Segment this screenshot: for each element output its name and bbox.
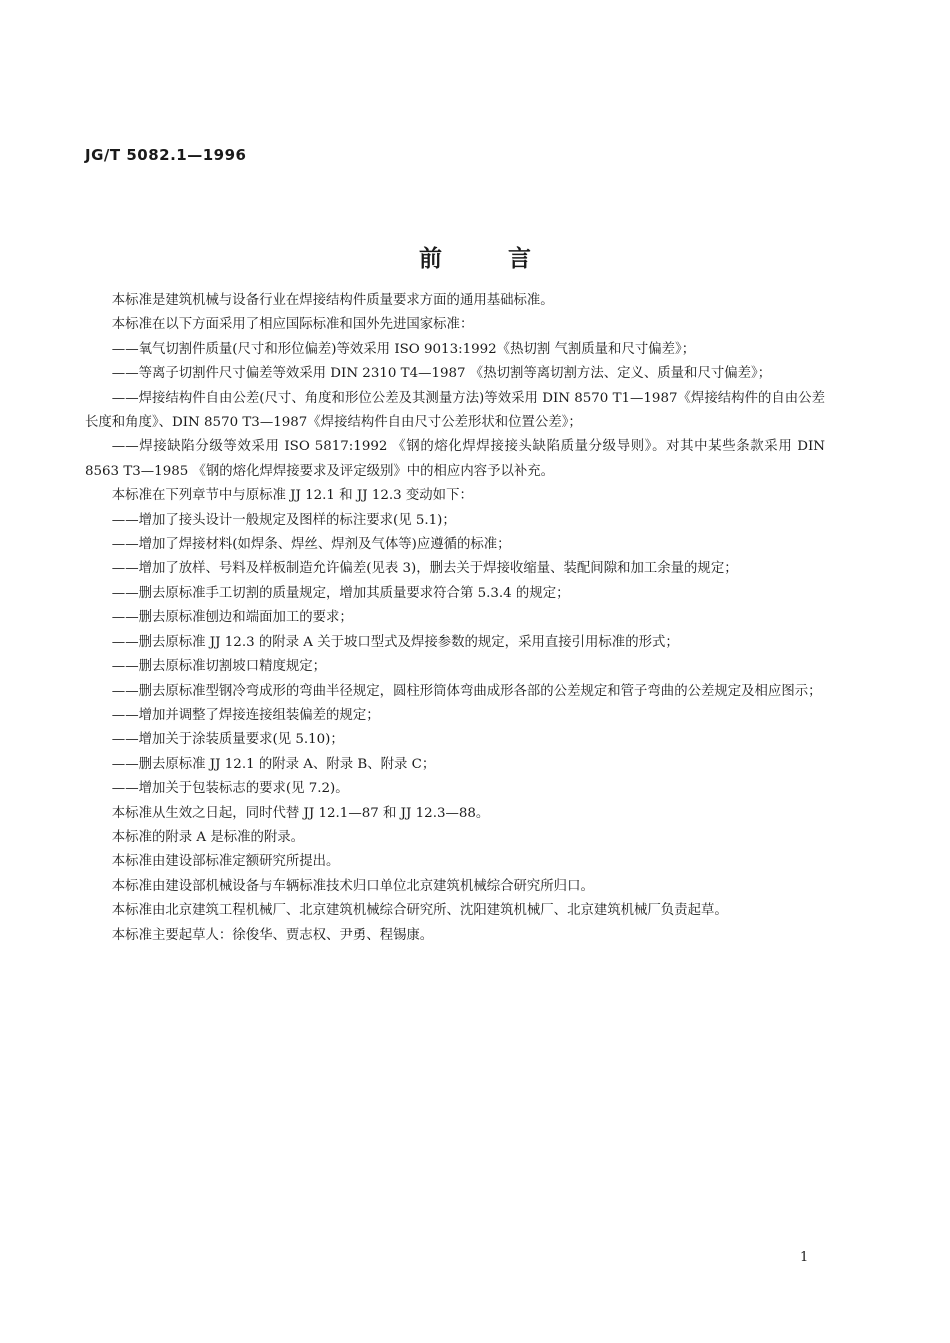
list-item: ——焊接结构件自由公差(尺寸、角度和形位公差及其测量方法)等效采用 DIN 8570 T1—1987《焊接结构件的自由公差长度和角度》、DIN 8570 T3—1987《焊接结构件自由尺寸公差形状和位置公差》； [85, 390, 825, 431]
paragraph: 本标准由建设部机械设备与车辆标准技术归口单位北京建筑机械综合研究所归口。 [111, 878, 594, 894]
list-item: ——删去原标准型钢冷弯成形的弯曲半径规定，圆柱形筒体弯曲成形各部的公差规定和管子弯曲的公差规定及相应图示； [111, 683, 822, 699]
list-item: ——删去原标准 JJ 12.3 的附录 A 关于坡口型式及焊接参数的规定，采用直接引用标准的形式； [111, 634, 679, 650]
paragraph: 本标准从生效之日起，同时代替 JJ 12.1—87 和 JJ 12.3—88。 [111, 805, 490, 821]
list-item: ——删去原标准切割坡口精度规定； [111, 659, 327, 675]
list-item: ——焊接缺陷分级等效采用 ISO 5817:1992 《钢的熔化焊焊接接头缺陷质量分级导则》。对其中某些条款采用 DIN 8563 T3—1985 《钢的熔化焊焊接要求及评定级别》中的相应内容予以补充。 [85, 439, 825, 479]
list-item: ——增加关于涂装质量要求(见 5.10)； [111, 732, 344, 748]
list-item: ——等离子切割件尺寸偏差等效采用 DIN 2310 T4—1987 《热切割等离切割方法、定义、质量和尺寸偏差》； [111, 366, 772, 382]
list-item: ——删去原标准 JJ 12.1 的附录 A、附录 B、附录 C； [111, 756, 436, 772]
list-item: ——删去原标准手工切割的质量规定，增加其质量要求符合第 5.3.4 的规定； [111, 585, 570, 601]
list-item: ——氧气切割件质量(尺寸和形位偏差)等效采用 ISO 9013:1992《热切割 气割质量和尺寸偏差》； [111, 341, 696, 357]
paragraph: 本标准由北京建筑工程机械厂、北京建筑机械综合研究所、沈阳建筑机械厂、北京建筑机械厂负责起草。 [111, 903, 728, 919]
paragraph: 本标准在下列章节中与原标准 JJ 12.1 和 JJ 12.3 变动如下： [111, 488, 473, 504]
paragraph: 本标准在以下方面采用了相应国际标准和国外先进国家标准： [111, 317, 474, 333]
list-item: ——增加并调整了焊接连接组装偏差的规定； [111, 707, 380, 723]
list-item: ——增加了焊接材料(如焊条、焊丝、焊剂及气体等)应遵循的标准； [111, 537, 511, 553]
list-item: ——增加了接头设计一般规定及图样的标注要求(见 5.1)； [111, 512, 456, 528]
standard-code: JG/T 5082.1—1996 [85, 146, 247, 164]
page-number: 1 [800, 1250, 809, 1265]
list-item: ——删去原标准刨边和端面加工的要求； [111, 610, 353, 626]
paragraph: 本标准的附录 A 是标准的附录。 [111, 829, 305, 845]
foreword-body [85, 289, 825, 948]
page-title: 前言 [419, 246, 597, 272]
list-item: ——增加了放样、号料及样板制造允许偏差(见表 3)，删去关于焊接收缩量、装配间隙和加工余量的规定； [111, 561, 738, 577]
paragraph: 本标准是建筑机械与设备行业在焊接结构件质量要求方面的通用基础标准。 [111, 293, 554, 308]
paragraph: 本标准主要起草人：徐俊华、贾志权、尹勇、程锡康。 [111, 927, 434, 943]
paragraph: 本标准由建设部标准定额研究所提出。 [111, 854, 340, 870]
list-item: ——增加关于包装标志的要求(见 7.2)。 [111, 781, 349, 797]
